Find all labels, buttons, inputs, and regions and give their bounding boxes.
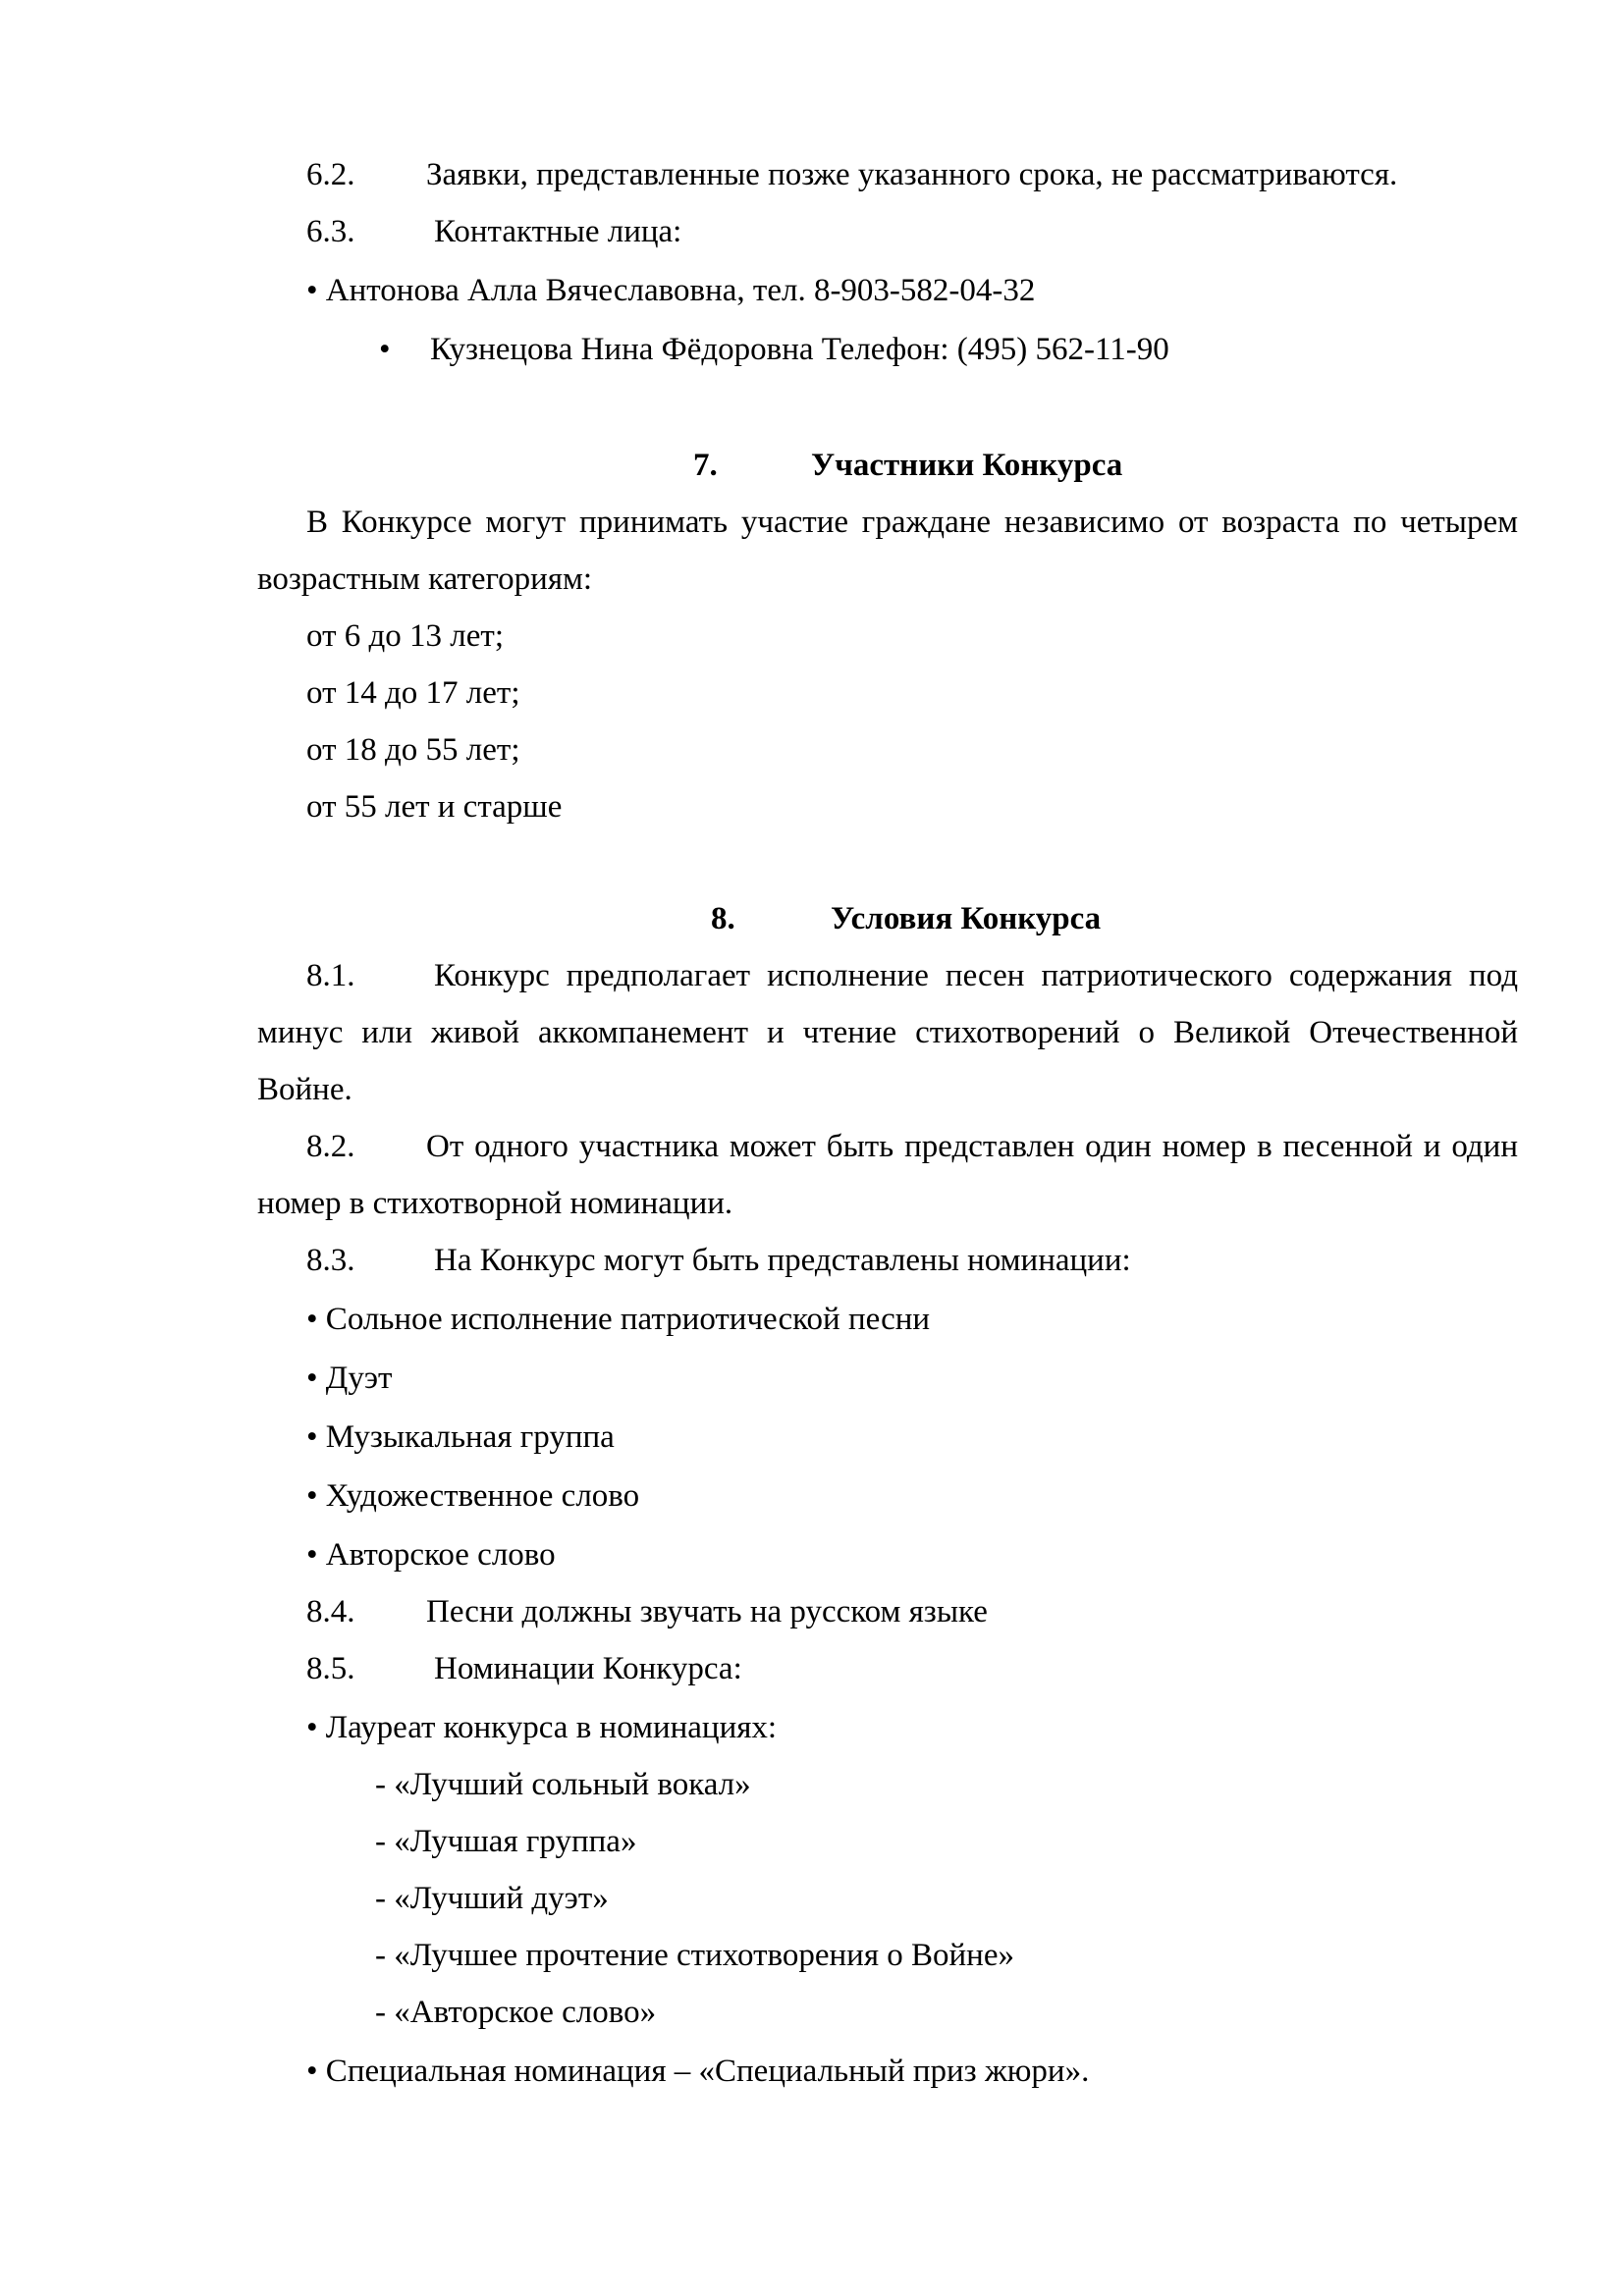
- age-category-1: от 6 до 13 лет;: [306, 618, 504, 654]
- section-7-title: Участники Конкурса: [811, 448, 1123, 483]
- item-8-2-number: 8.2.: [306, 1129, 355, 1164]
- nomination-item: • Сольное исполнение патриотической песни: [306, 1302, 931, 1337]
- contact-item-2: Кузнецова Нина Фёдоровна Телефон: (495) 562-11-90: [430, 332, 1169, 367]
- contact-item-2-bullet: •: [379, 332, 391, 367]
- section-8-number: 8.: [711, 901, 735, 936]
- nomination-item: • Дуэт: [306, 1361, 393, 1396]
- laureate-item: - «Лучший сольный вокал»: [375, 1767, 751, 1802]
- laureate-item: - «Лучший дуэт»: [375, 1881, 609, 1916]
- section-7-intro-line-2: возрастным категориям:: [257, 561, 593, 597]
- section-8-title: Условия Конкурса: [831, 901, 1102, 936]
- item-8-1-line-2: минус или живой аккомпанемент и чтение стихотворений о Великой Отечественной: [257, 1015, 1518, 1050]
- item-8-1-line-3: Войне.: [257, 1072, 352, 1107]
- item-6-3-number: 6.3.: [306, 214, 355, 249]
- laureate-item: - «Лучшая группа»: [375, 1824, 637, 1859]
- item-8-4-number: 8.4.: [306, 1594, 355, 1629]
- item-8-1-number: 8.1.: [306, 958, 355, 993]
- nomination-item: • Художественное слово: [306, 1478, 640, 1514]
- item-8-5-number: 8.5.: [306, 1651, 355, 1686]
- nomination-item: • Авторское слово: [306, 1537, 556, 1573]
- contact-item-1: • Антонова Алла Вячеславовна, тел. 8-903-582-04-32: [306, 273, 1036, 308]
- section-7-intro-line-1: В Конкурсе могут принимать участие граждане независимо от возраста по четырем: [306, 505, 1518, 540]
- item-6-2-text: Заявки, представленные позже указанного срока, не рассматриваются.: [426, 157, 1398, 192]
- item-8-5-text: Номинации Конкурса:: [434, 1651, 742, 1686]
- laureate-heading: • Лауреат конкурса в номинациях:: [306, 1710, 778, 1745]
- age-category-2: от 14 до 17 лет;: [306, 675, 520, 711]
- item-8-1-line-1: Конкурс предполагает исполнение песен патриотического содержания под: [434, 958, 1518, 993]
- laureate-item: - «Лучшее прочтение стихотворения о Войне»: [375, 1938, 1014, 1973]
- item-6-2-number: 6.2.: [306, 157, 355, 192]
- section-7-number: 7.: [693, 448, 718, 483]
- special-nomination: • Специальная номинация – «Специальный приз жюри».: [306, 2054, 1090, 2089]
- item-8-2-line-1: От одного участника может быть представлен один номер в песенной и один: [426, 1129, 1518, 1164]
- nomination-item: • Музыкальная группа: [306, 1419, 615, 1455]
- item-8-4-text: Песни должны звучать на русском языке: [426, 1594, 988, 1629]
- item-8-2-line-2: номер в стихотворной номинации.: [257, 1186, 733, 1221]
- item-8-3-text: На Конкурс могут быть представлены номинации:: [434, 1243, 1131, 1278]
- age-category-4: от 55 лет и старше: [306, 789, 563, 825]
- item-8-3-number: 8.3.: [306, 1243, 355, 1278]
- age-category-3: от 18 до 55 лет;: [306, 732, 520, 768]
- item-6-3-text: Контактные лица:: [434, 214, 682, 249]
- laureate-item: - «Авторское слово»: [375, 1995, 657, 2030]
